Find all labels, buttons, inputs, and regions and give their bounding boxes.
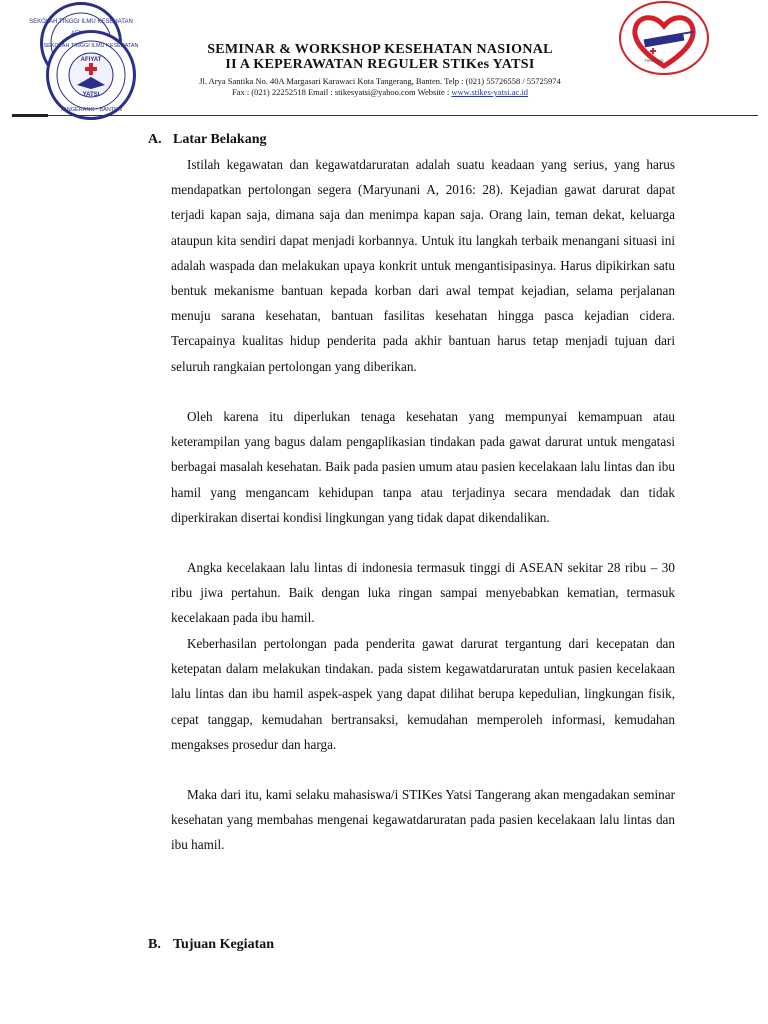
stikes-yatsi-seal-icon [43,30,139,120]
section-heading-a [148,132,266,148]
section-number: B. [148,937,161,952]
paragraph: Maka dari itu, kami selaku mahasiswa/i STIKes Yatsi Tangerang akan mengadakan seminar kesehatan yang membahas mengenai kegawatdaruratan pada pasien kecelakaan lalu lintas dan ibu hamil. [171,787,675,853]
header-address [140,76,620,98]
contact-line [140,87,620,98]
header-title-line1: SEMINAR & WORKSHOP KESEHATAN NASIONAL [207,42,553,57]
seal-afiyat-text: AFIYAT [80,57,102,63]
website-link[interactable]: www.stikes-yatsi.ac.id [451,87,529,97]
header-rule-accent [12,114,48,117]
seal-bottom-text: TANGERANG - BANTEN [60,107,122,113]
header-rule [48,115,758,116]
first-aid-heart-syringe-icon [618,0,710,76]
fax-email-text: Fax : (021) 22252518 Email : stikesyatsi@yahoo.com Website : [231,87,452,97]
address-line: Jl. Arya Santika No. 40A Margasari Karawaci Kota Tangerang, Banten. Telp : (021) 55726558 / 55725974 [199,76,561,86]
paragraph: Angka kecelakaan lalu lintas di indonesia termasuk tinggi di ASEAN sekitar 28 ribu – 30 ribu jiwa pertahun. Baik dengan luka ringan sampai menyebabkan kematian, termasuk kecelakaan pada ibu hamil. [171,560,675,626]
section-title: Latar Belakang [173,132,267,147]
paragraph: Istilah kegawatan dan kegawatdaruratan adalah suatu keadaan yang serius, yang harus mendapatkan pertolongan segera (Maryunani A, 2016: 28). Kejadian gawat darurat dapat terjadi kapan saja, dimana saja dan menimpa kapan saja. Orang lain, teman dekat, keluarga ataupun kita sendiri dapat menjadi korbannya. Untuk itu langkah terbaik menangani situasi ini adalah waspada dan melakukan upaya konkrit untuk mengantisipasinya. Harus dipikirkan satu bentuk mekanisme bantuan kepada korban dari awal tempat kejadian, selama perjalanan menuju sarana kesehatan, bantuan fasilitas kesehatan hingga pasca kejadian cidera. Tercapainya kualitas hidup penderita pada akhir bantuan harus tetap menjadi tujuan dari seluruh rangkaian pertolongan yang diberikan. [171,157,675,374]
section-number: A. [148,132,162,147]
paragraph: Oleh karena itu diperlukan tenaga kesehatan yang mempunyai kemampuan atau keterampilan yang bagus dalam pengaplikasian tindakan pada gawat darurat untuk mengatasi berbagai masalah kesehatan. Baik pada pasien umum atau pasien kecelakaan lalu lintas dan ibu hamil yang mengancam kehidupan tanpa atau terjadinya secara mendadak dan tidak diperkirakan disertai kondisi lingkungan yang tidak dapat dikendalikan. [171,409,675,525]
first-aid-text: FIRST AID [644,58,664,63]
paragraph: Keberhasilan pertolongan pada penderita gawat darurat tergantung dari kecepatan dan ketepatan dalam melakukan tindakan. pada sistem kegawatdaruratan untuk pasien kecelakaan lalu lintas dan ibu hamil aspek-aspek yang dapat dilihat berupa kepedulian, lingkungan fisik, cepat tanggap, kemudahan bertransaksi, kemudahan memperoleh informasi, kemudahan mengakses prosedur dan harga. [171,636,675,752]
header-title-line2: II A KEPERAWATAN REGULER STIKes YATSI [225,57,535,72]
section-title: Tujuan Kegiatan [173,937,275,952]
seal-back-text: SEKOLAH TINGGI ILMU KESEHATAN [29,19,133,25]
seal-top-text: SEKOLAH TINGGI ILMU KESEHATAN [43,43,139,49]
section-heading-b [148,937,274,953]
seal-yatsi-text: YATSI [82,92,100,98]
